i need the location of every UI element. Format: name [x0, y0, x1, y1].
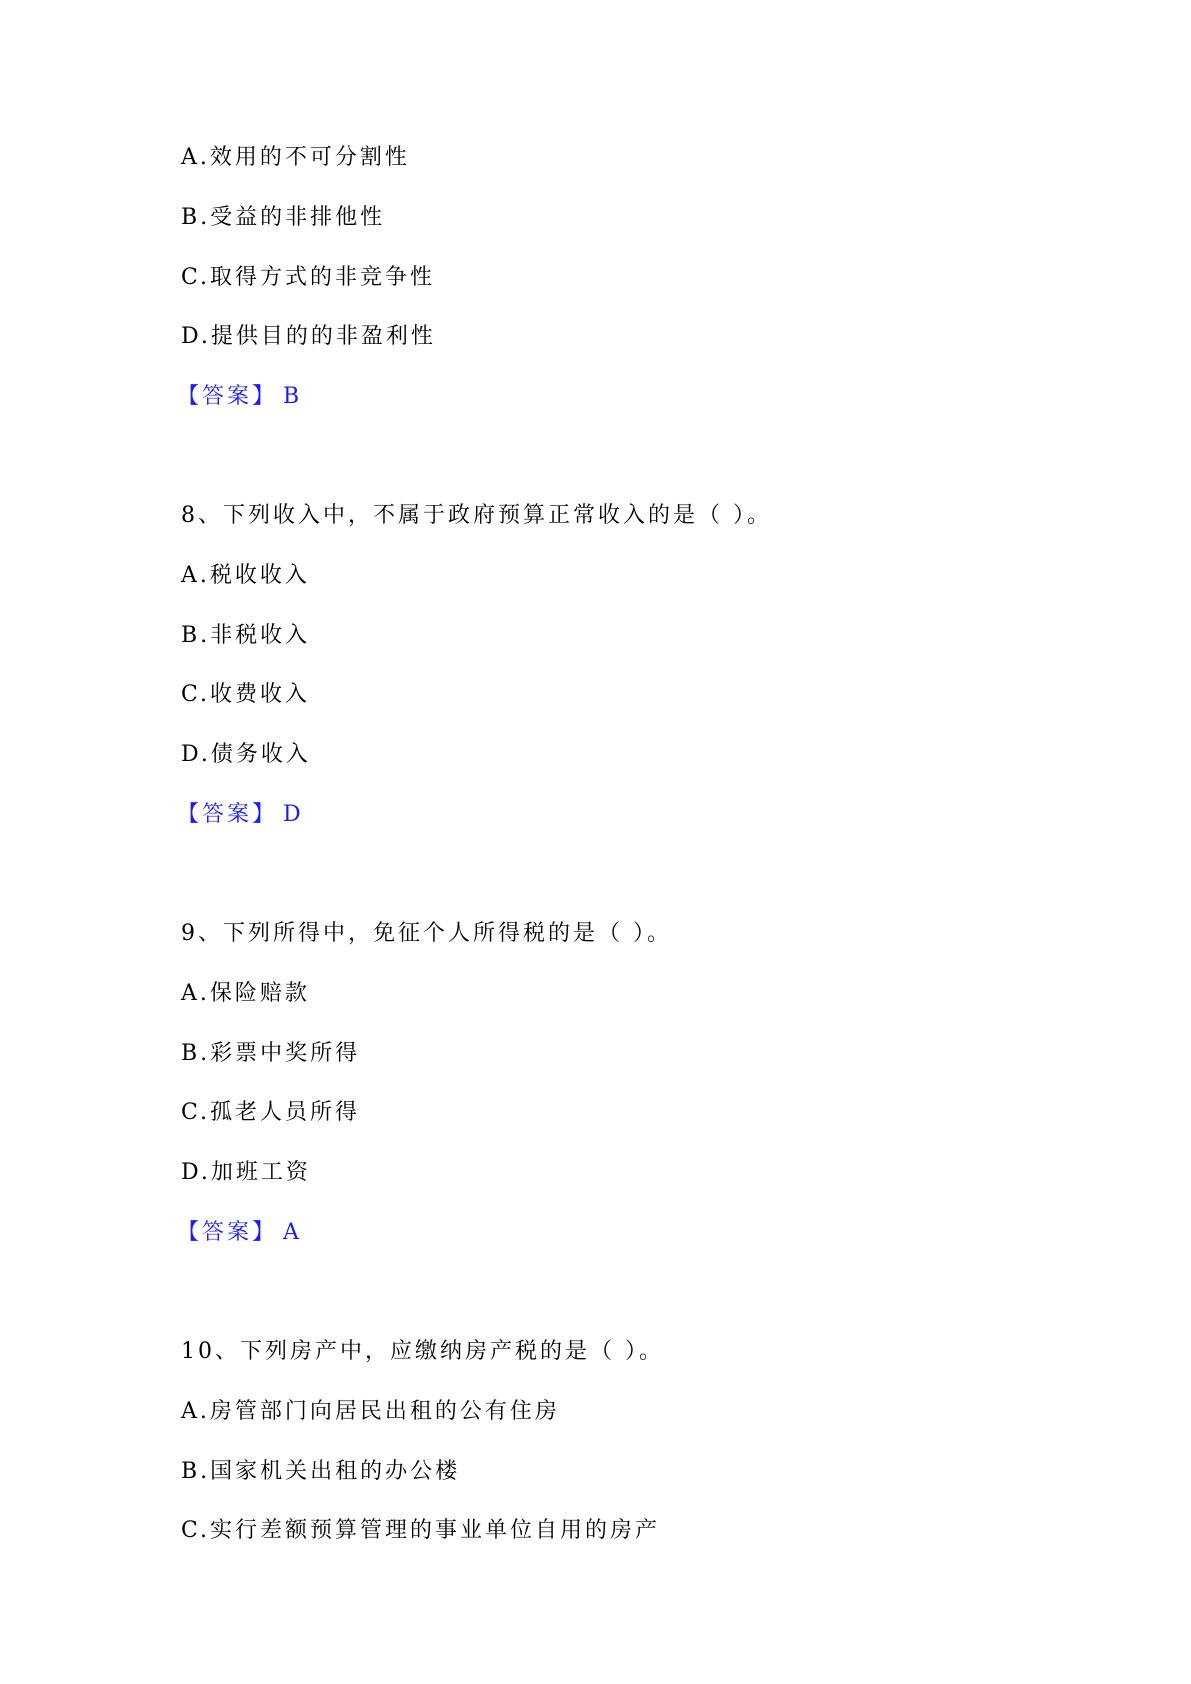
option-a: A.税收收入 [181, 563, 310, 588]
answer-value: B [283, 384, 303, 409]
answer-label: 【答案】 [177, 1220, 278, 1245]
answer-line [177, 382, 302, 412]
option-b: B.彩票中奖所得 [181, 1041, 361, 1066]
question-title: 8、下列收入中，不属于政府预算正常收入的是（ ）。 [181, 503, 772, 528]
option-d: D.债务收入 [181, 742, 311, 767]
option-d: D.提供目的的非盈利性 [181, 324, 436, 349]
answer-line [177, 1218, 302, 1248]
option-a: A.保险赔款 [181, 981, 310, 1006]
option-b: B.非税收入 [181, 623, 311, 648]
option-a: A.房管部门向居民出租的公有住房 [181, 1399, 560, 1424]
option-c: C.孤老人员所得 [181, 1100, 361, 1125]
answer-label: 【答案】 [177, 802, 278, 827]
option-d: D.加班工资 [181, 1160, 311, 1185]
option-b: B.国家机关出租的办公楼 [181, 1459, 461, 1484]
option-c: C.实行差额预算管理的事业单位自用的房产 [181, 1518, 661, 1543]
answer-label: 【答案】 [177, 384, 278, 409]
option-c: C.收费收入 [181, 682, 311, 707]
answer-value: A [283, 1220, 302, 1245]
option-a: A.效用的不可分割性 [181, 145, 410, 170]
question-title: 10、下列房产中，应缴纳房产税的是（ ）。 [181, 1339, 664, 1364]
question-title: 9、下列所得中，免征个人所得税的是（ ）。 [181, 921, 672, 946]
option-c: C.取得方式的非竞争性 [181, 265, 436, 290]
option-b: B.受益的非排他性 [181, 205, 386, 230]
answer-value: D [283, 802, 304, 827]
answer-line [177, 800, 304, 830]
